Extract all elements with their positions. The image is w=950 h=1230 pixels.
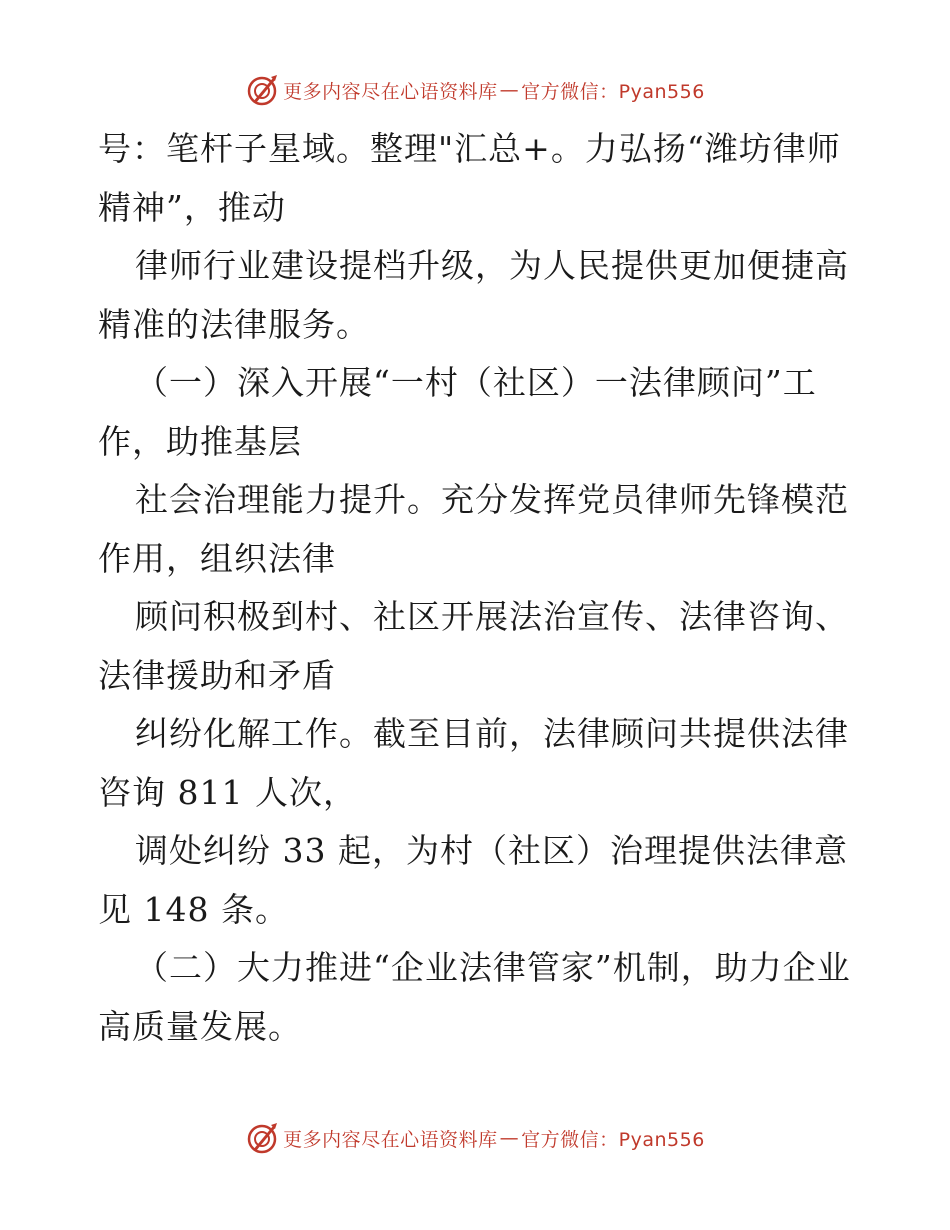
watermark-contact: 官方微信：Pyan556 [521,80,705,103]
watermark-separator: — [499,79,520,101]
paragraph-6: 调处纠纷 33 起，为村（社区）治理提供法律意见 148 条。 [98,831,848,929]
watermark-text: 更多内容尽在心语资料库 [283,80,498,103]
paragraph-4: 顾问积极到村、社区开展法治宣传、法律咨询、法律援助和矛盾 [98,597,849,695]
watermark-separator: — [499,1127,520,1149]
paragraph-5: 纠纷化解工作。截至目前，法律顾问共提供法律咨询 811 人次， [98,714,849,812]
paragraph-1: 号：笔杆子星域。整理"汇总+。力弘扬“潍坊律师精神”，推动 [98,129,841,227]
watermark-text: 更多内容尽在心语资料库 [283,1128,498,1151]
paragraph-2: 律师行业建设提档升级，为人民提供更加便捷高精准的法律服务。 [98,246,849,344]
section-heading-2: （二）大力推进“企业法律管家”机制，助力企业高质量发展。 [98,948,851,1046]
quill-logo-icon [245,1121,279,1155]
section-heading-1: （一）深入开展“一村（社区）一法律顾问”工作，助推基层 [98,363,817,461]
document-body [98,120,858,1056]
quill-logo-icon [245,73,279,107]
footer-watermark [0,1118,950,1158]
paragraph-3: 社会治理能力提升。充分发挥党员律师先锋模范作用，组织法律 [98,480,849,578]
watermark-contact: 官方微信：Pyan556 [521,1128,705,1151]
header-watermark [0,70,950,110]
